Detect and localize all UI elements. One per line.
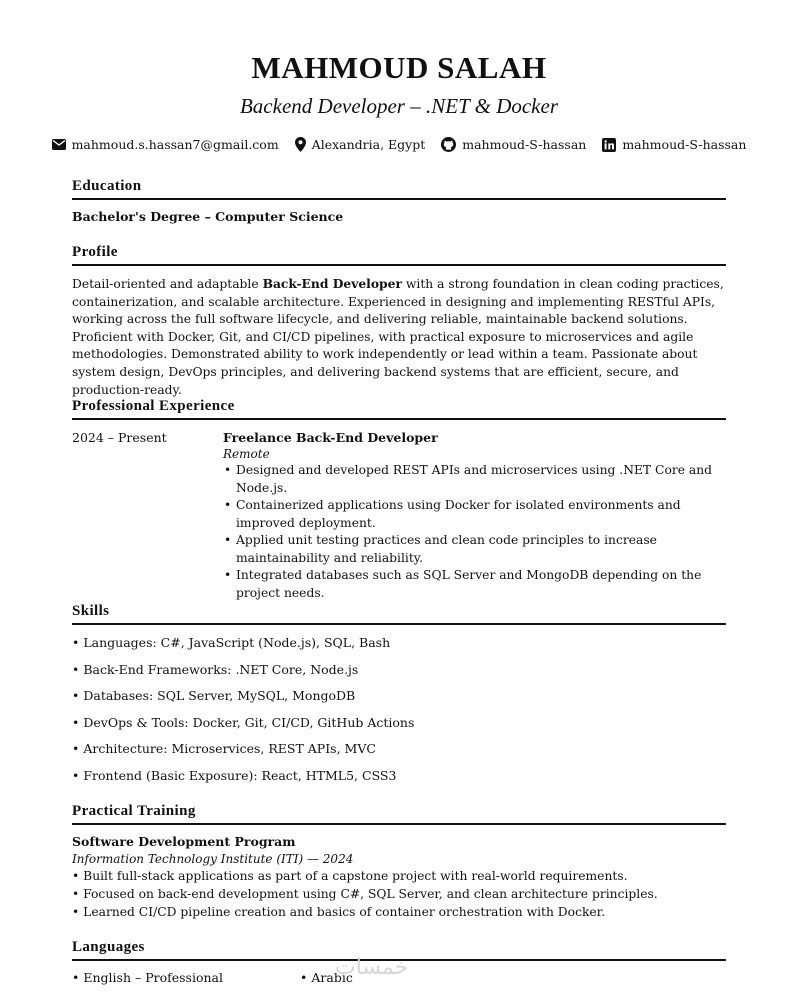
list-item: • Designed and developed REST APIs and microservices using .NET Core and Node.js. bbox=[223, 462, 728, 497]
languages-heading: Languages bbox=[72, 939, 726, 961]
contact-linkedin[interactable] bbox=[602, 137, 746, 152]
training-institute: Information Technology Institute (ITI) — 2024 bbox=[72, 852, 354, 866]
list-item: • Integrated databases such as SQL Server and MongoDB depending on the project needs. bbox=[223, 567, 728, 602]
skills-list bbox=[72, 634, 414, 794]
linkedin-icon bbox=[602, 138, 616, 152]
list-item: • Frontend (Basic Exposure): React, HTML5, CSS3 bbox=[72, 767, 414, 794]
list-item: • DevOps & Tools: Docker, Git, CI/CD, GitHub Actions bbox=[72, 714, 414, 741]
contact-location-text: Alexandria, Egypt bbox=[311, 137, 426, 152]
contact-email-text: mahmoud.s.hassan7@gmail.com bbox=[71, 137, 279, 152]
list-item: • Languages: C#, JavaScript (Node.js), SQL, Bash bbox=[72, 634, 414, 661]
github-icon bbox=[441, 137, 456, 152]
education-heading: Education bbox=[72, 178, 726, 200]
language-english: • English – Professional bbox=[72, 970, 223, 985]
resume-page bbox=[71, 0, 747, 1000]
job-title: Backend Developer – .NET & Docker bbox=[239, 94, 558, 118]
list-item: • Focused on back-end development using C#, SQL Server, and clean architecture principles. bbox=[72, 885, 658, 903]
list-item: • Containerized applications using Docker for isolated environments and improved deployment. bbox=[223, 497, 728, 532]
training-heading: Practical Training bbox=[72, 803, 726, 825]
contact-bar bbox=[62, 137, 747, 152]
profile-highlight: Back-End Developer bbox=[262, 276, 402, 291]
training-bullets bbox=[72, 867, 658, 921]
contact-email[interactable] bbox=[52, 137, 279, 152]
experience-date: 2024 – Present bbox=[72, 430, 167, 445]
envelope-icon bbox=[52, 139, 66, 150]
watermark-logo: خمسات bbox=[335, 955, 409, 980]
experience-heading: Professional Experience bbox=[72, 398, 726, 420]
contact-github-text: mahmoud-S-hassan bbox=[462, 137, 587, 152]
contact-linkedin-text: mahmoud-S-hassan bbox=[622, 137, 747, 152]
experience-bullets bbox=[223, 462, 728, 602]
contact-github[interactable] bbox=[441, 137, 586, 152]
education-degree: Bachelor's Degree – Computer Science bbox=[72, 209, 344, 224]
skills-heading: Skills bbox=[72, 603, 726, 625]
list-item: • Built full-stack applications as part of a capstone project with real-world requirements. bbox=[72, 867, 658, 885]
profile-intro: Detail-oriented and adaptable bbox=[72, 277, 259, 291]
list-item: • Back-End Frameworks: .NET Core, Node.js bbox=[72, 661, 414, 688]
profile-summary bbox=[72, 275, 726, 399]
list-item: • Databases: SQL Server, MySQL, MongoDB bbox=[72, 687, 414, 714]
experience-role: Freelance Back-End Developer bbox=[223, 430, 438, 445]
contact-location bbox=[295, 137, 426, 152]
candidate-name: MAHMOUD SALAH bbox=[251, 50, 547, 85]
training-program: Software Development Program bbox=[72, 834, 296, 849]
list-item: • Applied unit testing practices and clean code principles to increase maintainability and reliability. bbox=[223, 532, 728, 567]
list-item: • Learned CI/CD pipeline creation and basics of container orchestration with Docker. bbox=[72, 903, 658, 921]
map-pin-icon bbox=[295, 137, 306, 152]
profile-heading: Profile bbox=[72, 244, 726, 266]
experience-location: Remote bbox=[223, 447, 270, 461]
language-arabic: • Arabic bbox=[300, 970, 353, 985]
list-item: • Architecture: Microservices, REST APIs, MVC bbox=[72, 740, 414, 767]
profile-body: with a strong foundation in clean coding practices, containerization, and scalable architecture. Experienced in designing and implementing RESTful APIs, working across the full software lifecycle, and delivering reliable, maintainable backend solutions. Proficient with Docker, Git, and CI/CD pipelines, with practical exposure to microservices and agile methodologies. Demonstrated ability to work independently or lead within a team. Passionate about system design, DevOps principles, and delivering backend systems that are efficient, secure, and production-ready. bbox=[72, 277, 724, 397]
